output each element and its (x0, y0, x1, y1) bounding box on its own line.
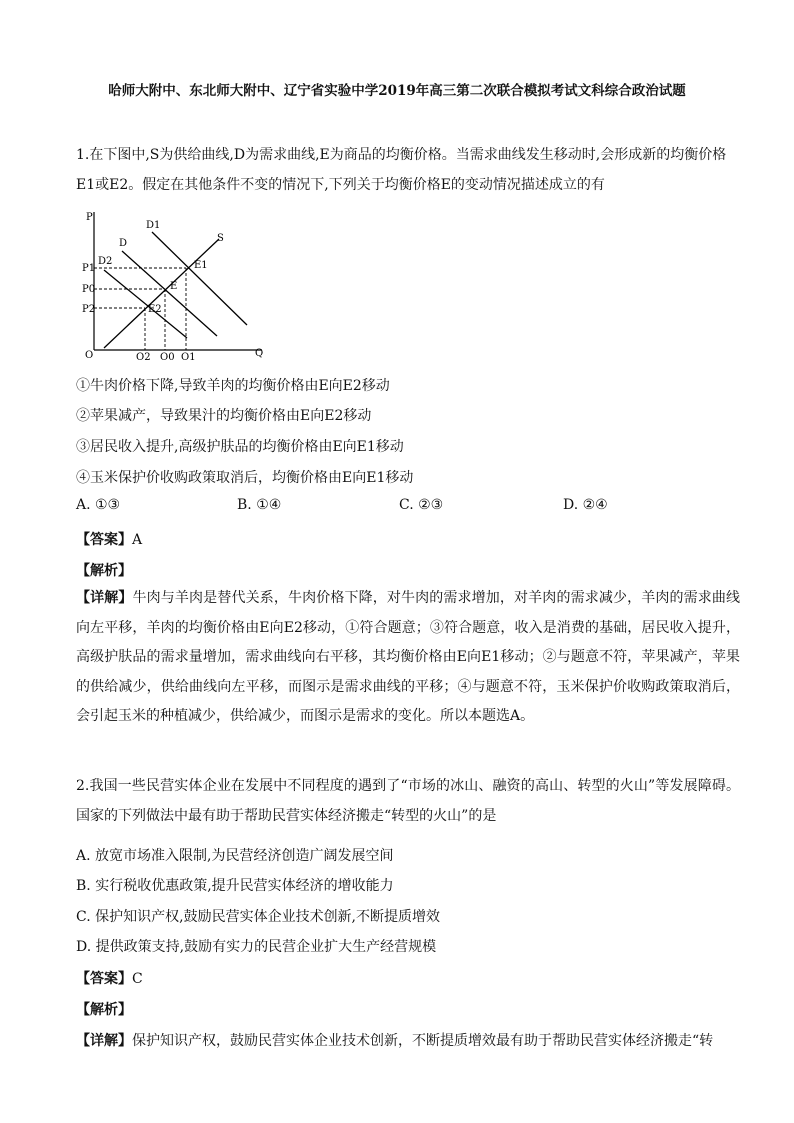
label-e: E (170, 281, 178, 292)
q1-option-d: D. ②④ (563, 497, 608, 513)
document-title: 哈师大附中、东北师大附中、辽宁省实验中学2019年高三第二次联合模拟考试文科综合政治试题 (108, 83, 686, 99)
q2-analysis-tag: 【解析】 (76, 1002, 132, 1018)
statement-3: ③居民收入提升,高级护肤品的均衡价格由E向E1移动 (76, 439, 404, 455)
label-e1: E1 (194, 260, 208, 271)
label-d1: D1 (146, 220, 161, 231)
answer-value: A (132, 532, 143, 548)
q1-option-a: A. ①③ (76, 497, 121, 513)
label-d2: D2 (98, 256, 113, 267)
demand-curve-d1 (152, 232, 247, 325)
label-origin: O (85, 350, 94, 360)
answer-tag: 【答案】 (76, 532, 132, 548)
q2-detail (76, 1030, 713, 1050)
label-s: S (217, 233, 224, 244)
q2-option-a: A. 放宽市场准入限制,为民营经济创造广阔发展空间 (76, 848, 394, 864)
statement-1: ①牛肉价格下降,导致羊肉的均衡价格由E向E2移动 (76, 378, 390, 394)
label-d: D (119, 238, 128, 249)
q2-option-d: D. 提供政策支持,鼓励有实力的民营企业扩大生产经营规模 (76, 939, 437, 955)
detail-tag: 【详解】 (76, 1033, 132, 1049)
question-2-stem: 2.我国一些民营实体企业在发展中不同程度的遇到了“市场的冰山、融资的高山、转型的火山”等发展障碍。国家的下列做法中最有助于帮助民营实体经济搬走“转型的火山”的是 (76, 778, 740, 824)
answer-value: C (132, 971, 143, 987)
label-p2: P2 (82, 304, 96, 315)
label-q1: Q1 (181, 352, 196, 360)
detail-tag: 【详解】 (76, 590, 133, 606)
q2-answer (76, 968, 143, 988)
supply-demand-graph (82, 210, 282, 360)
label-p1: P1 (82, 263, 96, 274)
answer-tag: 【答案】 (76, 971, 132, 987)
detail-text: 牛肉与羊肉是替代关系，牛肉价格下降，对牛肉的需求增加，对羊肉的需求减少，羊肉的需求曲线向左平移，羊肉的均衡价格由E向E2移动，①符合题意；③符合题意，收入是消费的基础，居民收入提升，高级护肤品的需求量增加，需求曲线向右平移，其均衡价格由E向E1移动；②与题意不符，苹果减产，苹果的供给减少，供给曲线向左平移，而图示是需求曲线的平移；④与题意不符，玉米保护价收购政策取消后，会引起玉米的种植减少，供给减少，而图示是需求的变化。所以本题选A。 (76, 590, 741, 724)
label-axis-q: Q (255, 348, 264, 359)
supply-curve-s (104, 239, 219, 348)
q1-analysis-tag: 【解析】 (76, 563, 132, 579)
label-e2: E2 (148, 304, 162, 315)
q1-option-b: B. ①④ (237, 497, 282, 513)
q1-option-c: C. ②③ (399, 497, 444, 513)
q2-option-b: B. 实行税收优惠政策,提升民营实体经济的增收能力 (76, 878, 394, 894)
label-axis-p: P (86, 212, 93, 223)
statement-2: ②苹果减产，导致果汁的均衡价格由E向E2移动 (76, 408, 372, 424)
question-1-stem: 1.在下图中,S为供给曲线,D为需求曲线,E为商品的均衡价格。当需求曲线发生移动时,会形成新的均衡价格E1或E2。假定在其他条件不变的情况下,下列关于均衡价格E的变动情况描述成立的有 (76, 147, 727, 193)
label-q2: Q2 (136, 352, 151, 360)
q1-detail (76, 584, 740, 732)
label-q0: Q0 (160, 352, 175, 360)
q2-option-c: C. 保护知识产权,鼓励民营实体企业技术创新,不断提质增效 (76, 909, 441, 925)
detail-text: 保护知识产权，鼓励民营实体企业技术创新，不断提质增效最有助于帮助民营实体经济搬走“转 (132, 1033, 714, 1049)
label-p0: P0 (82, 284, 96, 295)
statement-4: ④玉米保护价收购政策取消后，均衡价格由E向E1移动 (76, 470, 414, 486)
q1-answer (76, 529, 142, 549)
